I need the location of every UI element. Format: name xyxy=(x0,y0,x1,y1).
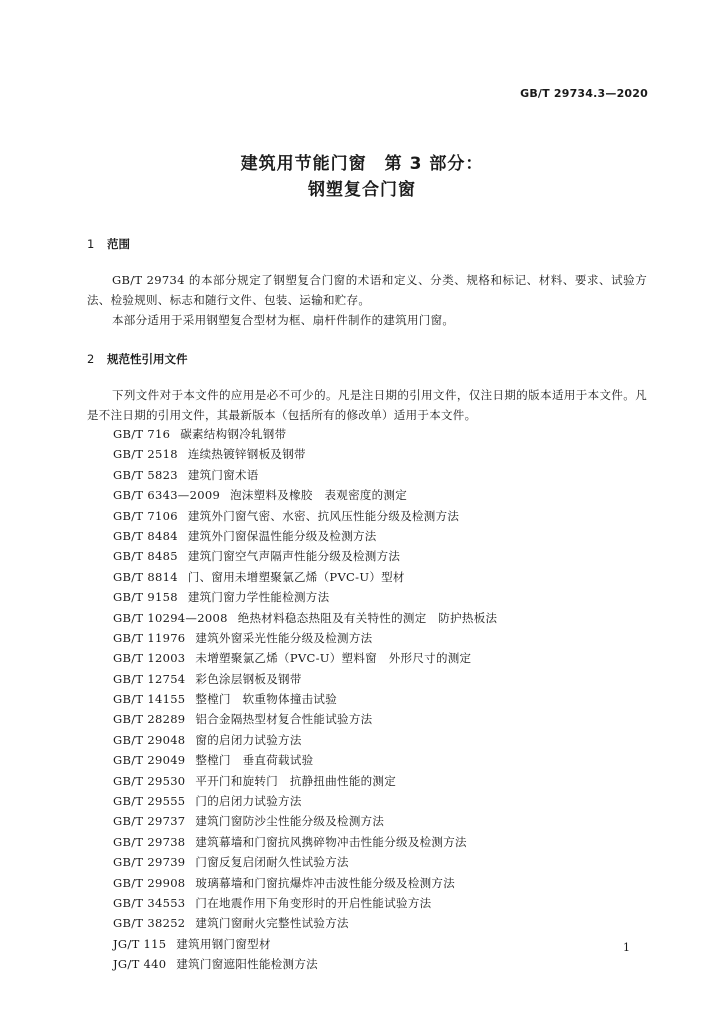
reference-title: 建筑门窗防沙尘性能分级及检测方法 xyxy=(195,814,385,829)
reference-title: 碳素结构钢冷轧钢带 xyxy=(180,427,287,441)
reference-item xyxy=(113,506,497,526)
reference-code: GB/T 14155 xyxy=(113,692,186,707)
reference-code: GB/T 11976 xyxy=(113,630,186,645)
reference-code: GB/T 10294—2008 xyxy=(113,610,228,625)
reference-item xyxy=(113,485,497,505)
reference-item xyxy=(113,546,497,566)
reference-code: GB/T 8485 xyxy=(113,549,178,564)
reference-code: GB/T 8484 xyxy=(113,528,178,543)
reference-title: 绝热材料稳态热阻及有关特性的测定 防护热板法 xyxy=(237,610,498,625)
reference-item xyxy=(113,424,497,444)
section2-title: 规范性引用文件 xyxy=(107,352,188,366)
reference-title: 整樘门 软重物体撞击试验 xyxy=(195,692,338,707)
reference-title: 建筑外门窗气密、水密、抗风压性能分级及检测方法 xyxy=(187,508,460,523)
reference-item xyxy=(113,689,497,709)
reference-code: GB/T 38252 xyxy=(113,916,186,931)
reference-code: GB/T 12003 xyxy=(113,651,186,666)
reference-code: GB/T 2518 xyxy=(113,447,178,462)
reference-item xyxy=(113,934,497,954)
reference-item xyxy=(113,791,497,811)
section1-heading xyxy=(87,236,130,252)
reference-code: GB/T 29555 xyxy=(113,794,186,809)
reference-item xyxy=(113,832,497,852)
reference-item xyxy=(113,587,497,607)
reference-item xyxy=(113,628,497,648)
reference-code: GB/T 9158 xyxy=(113,590,178,605)
reference-item xyxy=(113,771,497,791)
reference-title: 门在地震作用下角变形时的开启性能试验方法 xyxy=(195,895,432,910)
reference-item xyxy=(113,730,497,750)
reference-code: GB/T 28289 xyxy=(113,712,186,727)
reference-code: GB/T 29048 xyxy=(113,732,186,747)
reference-item xyxy=(113,852,497,872)
reference-item xyxy=(113,893,497,913)
reference-code: GB/T 29737 xyxy=(113,814,186,829)
reference-title: 未增塑聚氯乙烯（PVC-U）塑料窗 外形尺寸的测定 xyxy=(195,651,472,666)
reference-code: GB/T 29530 xyxy=(113,773,186,788)
reference-code: GB/T 6343—2009 xyxy=(113,488,221,503)
reference-code: GB/T 7106 xyxy=(113,508,178,523)
section1-number: 1 xyxy=(87,237,95,251)
reference-title: 铝合金隔热型材复合性能试验方法 xyxy=(195,712,373,727)
reference-code: GB/T 8814 xyxy=(113,569,178,584)
reference-title: 建筑幕墙和门窗抗风携碎物冲击性能分级及检测方法 xyxy=(195,834,467,849)
reference-code: GB/T 34553 xyxy=(113,895,186,910)
reference-title: 平开门和旋转门 抗静扭曲性能的测定 xyxy=(195,773,397,788)
reference-item xyxy=(113,750,497,770)
document-title-line1: 建筑用节能门窗 第 3 部分： xyxy=(240,154,484,174)
scope-paragraph-2: 本部分适用于采用钢塑复合型材为框、扇杆件制作的建筑用门窗。 xyxy=(112,313,455,327)
reference-title: 建筑用钢门窗型材 xyxy=(176,936,271,951)
reference-code: JG/T 115 xyxy=(113,936,167,951)
reference-item xyxy=(113,709,497,729)
section1-title: 范围 xyxy=(107,237,130,251)
reference-title: 门窗反复启闭耐久性试验方法 xyxy=(195,855,349,870)
reference-title: 门的启闭力试验方法 xyxy=(195,794,302,809)
reference-item xyxy=(113,526,497,546)
reference-title: 建筑门窗力学性能检测方法 xyxy=(187,590,330,605)
reference-item xyxy=(113,608,497,628)
reference-title: 建筑外窗采光性能分级及检测方法 xyxy=(195,630,373,645)
page-number: 1 xyxy=(623,941,630,954)
reference-title: 门、窗用未增塑聚氯乙烯（PVC-U）型材 xyxy=(187,569,405,584)
reference-title: 玻璃幕墙和门窗抗爆炸冲击波性能分级及检测方法 xyxy=(195,875,456,890)
reference-title: 整樘门 垂直荷载试验 xyxy=(195,753,314,768)
reference-title: 连续热镀锌钢板及钢带 xyxy=(187,447,306,462)
reference-item xyxy=(113,567,497,587)
reference-item xyxy=(113,669,497,689)
reference-list xyxy=(113,424,497,975)
reference-title: 建筑门窗耐火完整性试验方法 xyxy=(195,916,349,931)
reference-item xyxy=(113,444,497,464)
reference-title: 泡沫塑料及橡胶 表观密度的测定 xyxy=(230,488,408,503)
reference-code: GB/T 29908 xyxy=(113,875,186,890)
reference-code: GB/T 29739 xyxy=(113,855,186,870)
reference-title: 窗的启闭力试验方法 xyxy=(195,732,302,747)
reference-item xyxy=(113,648,497,668)
reference-title: 建筑门窗遮阳性能检测方法 xyxy=(176,957,318,972)
references-intro: 下列文件对于本文件的应用是必不可少的。凡是注日期的引用文件，仅注日期的版本适用于本文件。凡是不注日期的引用文件，其最新版本（包括所有的修改单）适用于本文件。 xyxy=(87,388,647,422)
reference-title: 建筑门窗术语 xyxy=(187,467,259,482)
reference-item xyxy=(113,811,497,831)
document-code: GB/T 29734.3—2020 xyxy=(520,87,648,100)
section2-number: 2 xyxy=(87,352,95,366)
reference-title: 建筑门窗空气声隔声性能分级及检测方法 xyxy=(187,549,401,564)
reference-title: 彩色涂层钢板及钢带 xyxy=(195,671,302,686)
reference-code: GB/T 716 xyxy=(113,427,171,441)
reference-item xyxy=(113,913,497,933)
reference-code: JG/T 440 xyxy=(113,957,167,972)
reference-item xyxy=(113,465,497,485)
reference-item xyxy=(113,873,497,893)
reference-item xyxy=(113,954,497,974)
scope-paragraph-1: GB/T 29734 的本部分规定了钢塑复合门窗的术语和定义、分类、规格和标记、材料、要求、试验方法、检验规则、标志和随行文件、包装、运输和贮存。 xyxy=(87,273,647,307)
reference-code: GB/T 5823 xyxy=(113,467,178,482)
reference-title: 建筑外门窗保温性能分级及检测方法 xyxy=(187,528,377,543)
document-title-line2: 钢塑复合门窗 xyxy=(308,180,416,200)
reference-code: GB/T 29738 xyxy=(113,834,186,849)
reference-code: GB/T 29049 xyxy=(113,753,186,768)
section2-heading xyxy=(87,351,188,367)
reference-code: GB/T 12754 xyxy=(113,671,186,686)
